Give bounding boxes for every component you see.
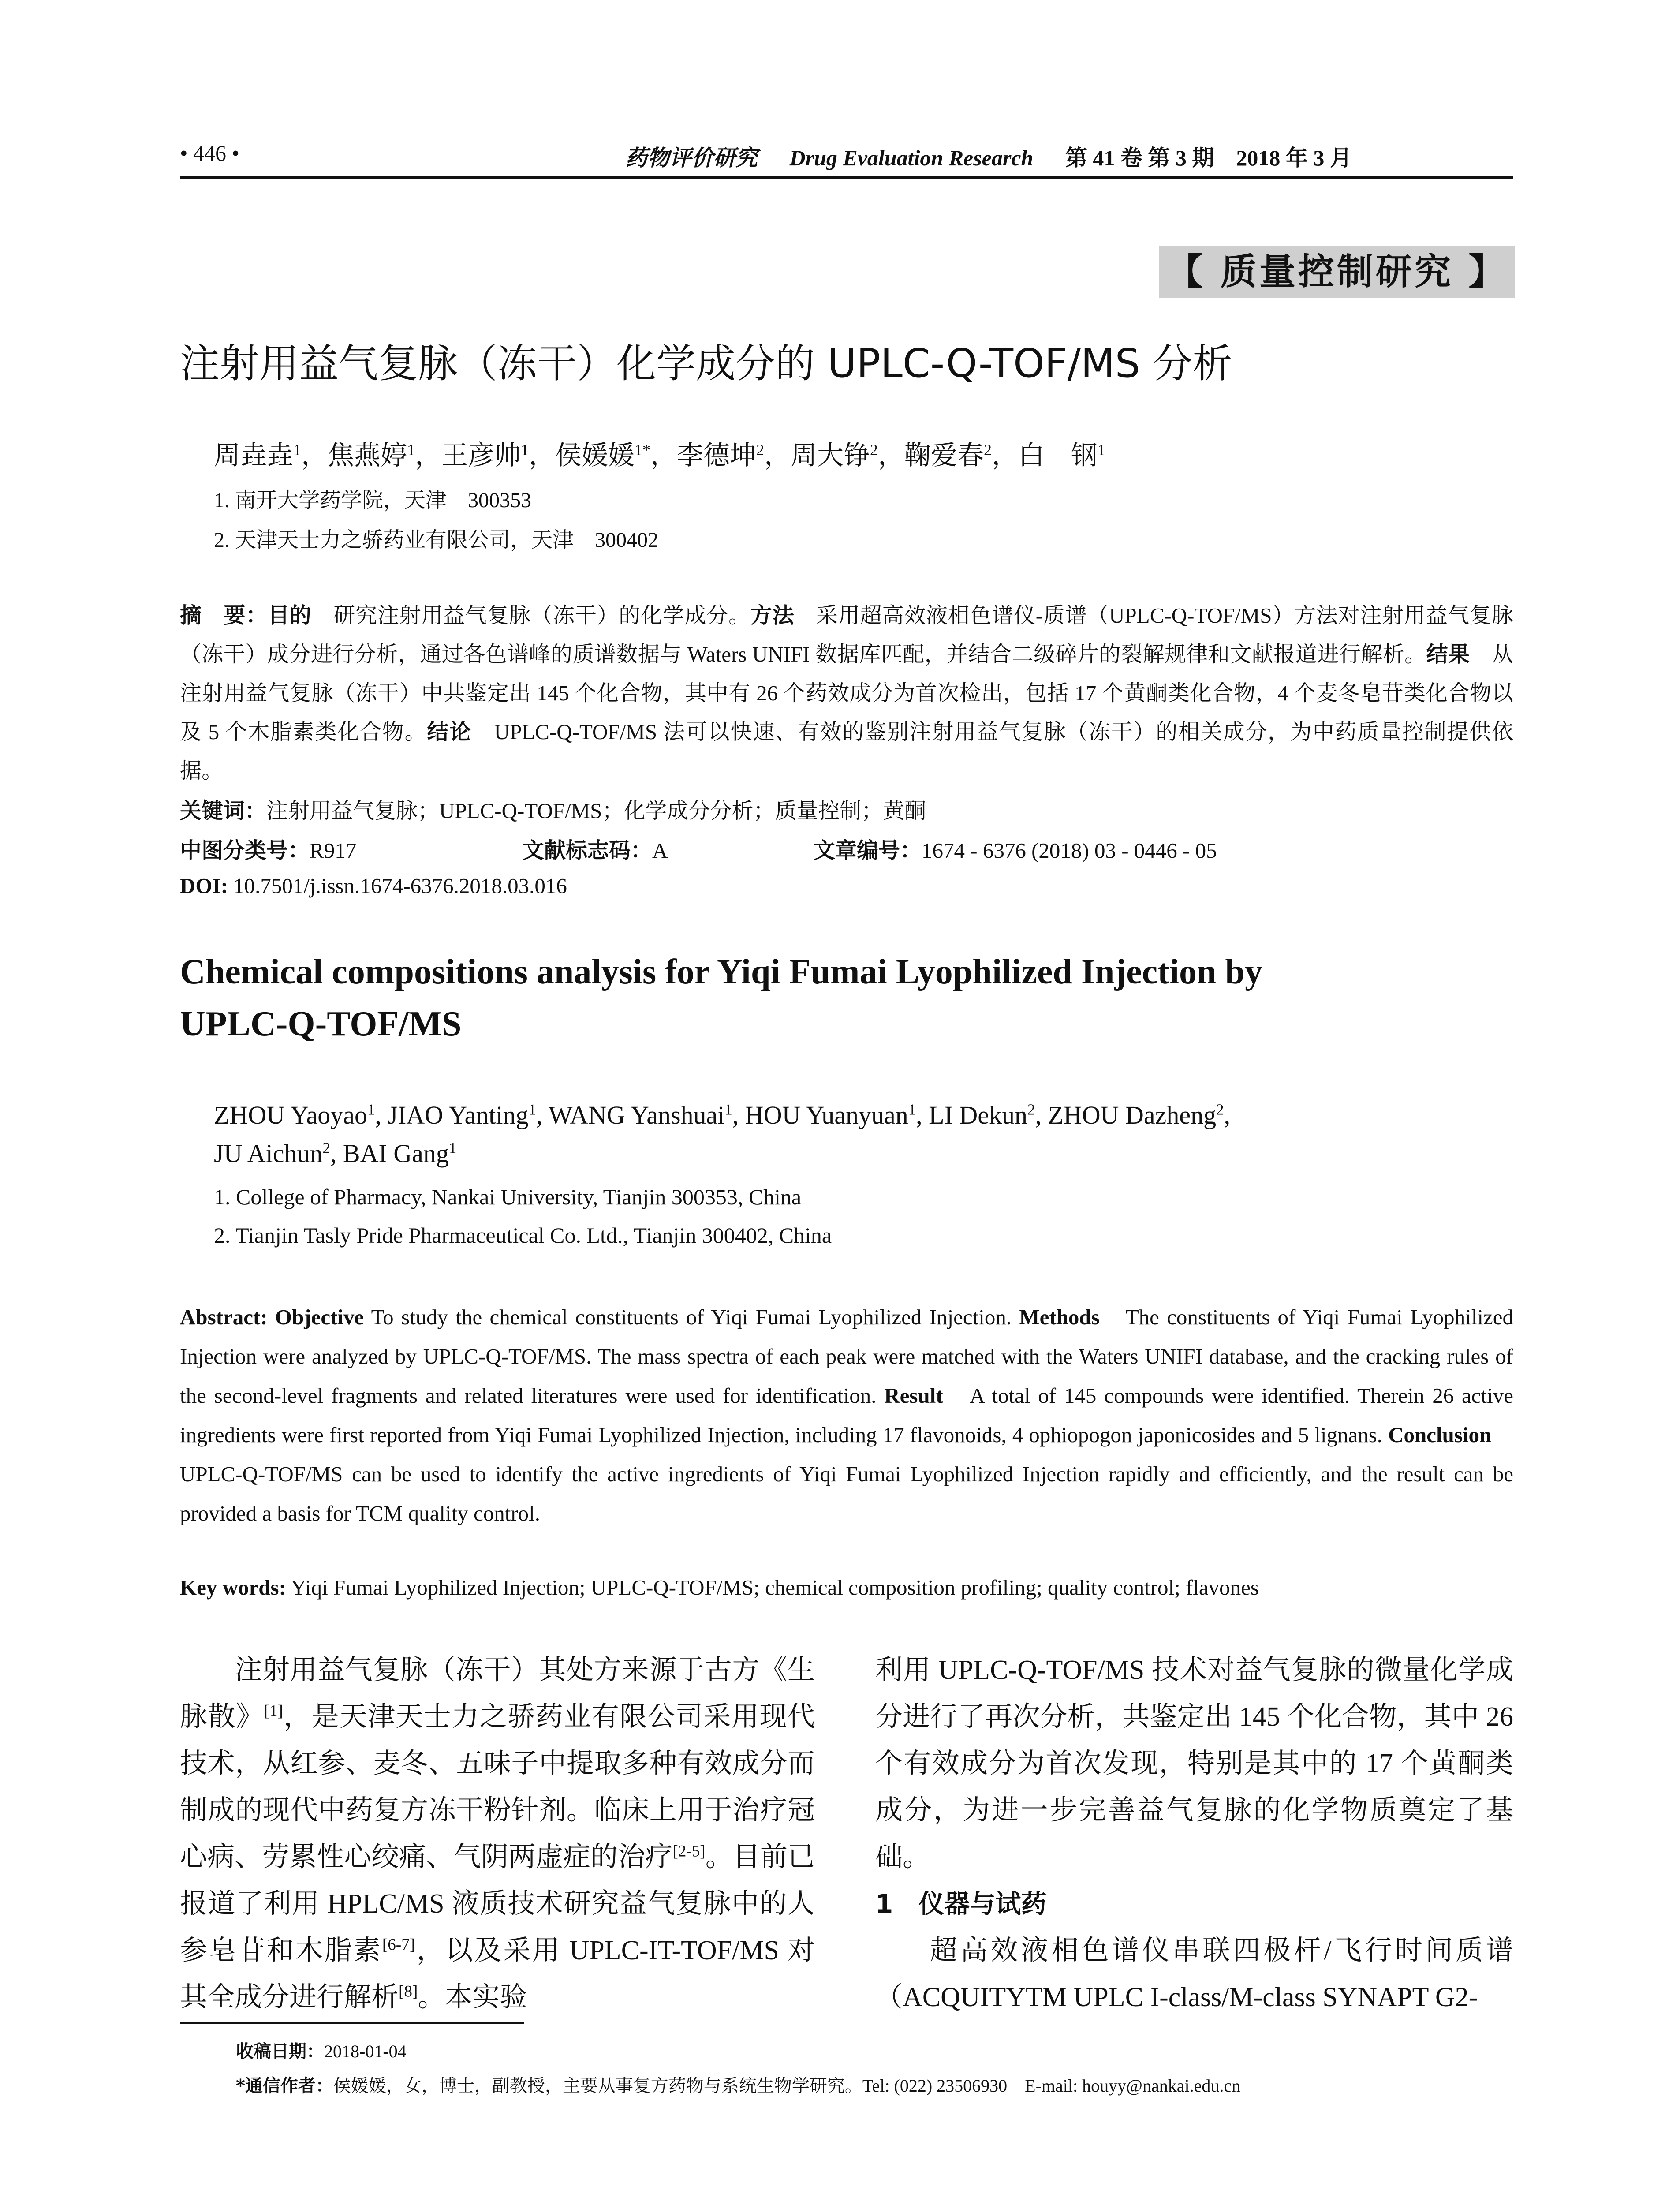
journal-name-en: Drug Evaluation Research	[789, 146, 1034, 170]
author-en: ZHOU Yaoyao$^1$,	[214, 1101, 388, 1129]
clc-number	[180, 833, 356, 864]
affiliation-cn-1: 1. 南开大学药学院，天津 300353	[214, 489, 532, 512]
received-label: 收稿日期：	[236, 2041, 324, 2062]
clc-value: R917	[310, 838, 357, 863]
authors-en-line-1	[214, 1100, 1230, 1130]
running-header	[180, 140, 1513, 181]
abstract-en-label: Abstract:	[180, 1305, 268, 1329]
document-code-label: 文献标志码：	[523, 838, 653, 863]
author-cn: 周大铮$^2$，	[791, 441, 904, 470]
keywords-cn	[180, 794, 926, 825]
footnote-rule	[180, 2022, 524, 2024]
category-banner: 【 质量控制研究 】	[1159, 246, 1515, 298]
results-text: 从注射用益气复脉（冻干）中共鉴定出 145 个化合物，其中有 26 个药效成分为首次检出，包括 17 个黄酮类化合物，4 个麦冬皂苷类化合物以及 5 个木脂素类化合物。	[180, 642, 1513, 744]
page-number: • 446 •	[180, 141, 240, 165]
affiliation-en-1: 1. College of Pharmacy, Nankai University, Tianjin 300353, China	[214, 1185, 802, 1209]
title-cn: 注射用益气复脉（冻干）化学成分的 UPLC-Q-TOF/MS 分析	[180, 340, 1232, 387]
doi-value: 10.7501/j.issn.1674-6376.2018.03.016	[228, 874, 567, 898]
body-column-right	[875, 1647, 1513, 2021]
author-en: BAI Gang$^1$	[343, 1139, 457, 1168]
objective-en-text: To study the chemical constituents of Yiqi Fumai Lyophilized Injection.	[364, 1305, 1012, 1329]
body-column-left	[180, 1647, 815, 2021]
keywords-en	[180, 1568, 1513, 1607]
abstract-label: 摘 要：	[180, 603, 268, 628]
article-number-label: 文章编号：	[814, 838, 922, 863]
conclusion-text: UPLC-Q-TOF/MS 法可以快速、有效的鉴别注射用益气复脉（冻干）的相关成分，为中药质量控制提供依据。	[180, 720, 1513, 783]
conclusion-en-label: Conclusion	[1388, 1423, 1492, 1447]
received-value: 2018-01-04	[324, 2041, 407, 2061]
document-code	[523, 833, 668, 864]
author-en: HOU Yuanyuan$^1$,	[745, 1101, 929, 1129]
author-cn: 侯媛媛$^{1*}$，	[555, 441, 677, 470]
journal-name-cn: 药物评价研究	[625, 146, 758, 170]
abstract-cn	[180, 596, 1513, 790]
methods-text: 采用超高效液相色谱仪-质谱（UPLC-Q-TOF/MS）方法对注射用益气复脉（冻干）成分进行分析，通过各色谱峰的质谱数据与 Waters UNIFI 数据库匹配，并结合二级碎片的裂解规律和文献报道进行解析。	[180, 603, 1513, 666]
journal-issue: 第 41 卷 第 3 期 2018 年 3 月	[1065, 146, 1352, 170]
author-cn: 白 钢$^1$	[1018, 441, 1105, 470]
corresponding-label: *通信作者：	[236, 2076, 333, 2096]
keywords-en-label: Key words:	[180, 1575, 286, 1600]
header-rule	[180, 176, 1513, 179]
article-number-value: 1674 - 6376 (2018) 03 - 0446 - 05	[922, 838, 1217, 863]
document-code-value: A	[652, 838, 668, 863]
journal-info	[625, 140, 1352, 172]
methods-en-text: The constituents of Yiqi Fumai Lyophilized Injection were analyzed by UPLC-Q-TOF/MS. The mass spectra of each peak were matched with the Waters UNIFI database, and the cracking rules of the second-level fragments and related literatures were used for identification.	[180, 1305, 1514, 1408]
affiliation-cn-2: 2. 天津天士力之骄药业有限公司，天津 300402	[214, 528, 659, 552]
methods-label: 方法	[750, 603, 795, 628]
citation: [2-5]	[672, 1842, 706, 1861]
clc-label: 中图分类号：	[180, 838, 310, 863]
keywords-cn-text: 注射用益气复脉；UPLC-Q-TOF/MS；化学成分分析；质量控制；黄酮	[266, 799, 926, 823]
author-cn: 王彦帅$^1$，	[441, 441, 555, 470]
author-cn: 焦燕婷$^1$，	[328, 441, 441, 470]
result-en-text: A total of 145 compounds were identified. Therein 26 active ingredients were first reported from Yiqi Fumai Lyophilized Injection, including 17 flavonoids, 4 ophiopogon japonicosides and 5 lignans.	[180, 1383, 1513, 1447]
authors-cn	[214, 434, 1105, 472]
title-en-line-2: UPLC-Q-TOF/MS	[180, 1005, 462, 1043]
results-label: 结果	[1426, 642, 1470, 667]
objective-label: 目的	[268, 603, 312, 628]
author-cn: 周垚垚$^1$，	[214, 441, 328, 470]
objective-en-label: Objective	[275, 1305, 364, 1329]
author-en: JU Aichun$^2$,	[214, 1139, 343, 1168]
received-date	[236, 2037, 407, 2063]
article-number	[814, 833, 1217, 864]
title-en-line-1: Chemical compositions analysis for Yiqi Fumai Lyophilized Injection by	[180, 953, 1263, 991]
author-en: ZHOU Dazheng$^2$,	[1048, 1101, 1231, 1129]
affiliation-en-2: 2. Tianjin Tasly Pride Pharmaceutical Co. Ltd., Tianjin 300402, China	[214, 1223, 832, 1248]
keywords-cn-label: 关键词：	[180, 798, 267, 823]
citation: [6-7]	[382, 1936, 415, 1954]
conclusion-label: 结论	[427, 719, 472, 744]
abstract-en	[180, 1297, 1513, 1533]
author-cn: 李德坤$^2$，	[677, 441, 791, 470]
methods-en-label: Methods	[1019, 1305, 1100, 1329]
result-en-label: Result	[884, 1383, 943, 1408]
doi	[180, 873, 567, 898]
corresponding-value: 侯媛媛，女，博士，副教授，主要从事复方药物与系统生物学研究。Tel: (022) 23506930 E-mail: houyy@nankai.edu.cn	[333, 2076, 1241, 2096]
section-heading: 1 仪器与试药	[875, 1889, 1047, 1919]
citation: [8]	[399, 1982, 418, 2001]
title-en	[180, 946, 1513, 1050]
keywords-en-text: Yiqi Fumai Lyophilized Injection; UPLC-Q-TOF/MS; chemical composition profiling; quality control; flavones	[286, 1575, 1259, 1600]
author-en: WANG Yanshuai$^1$,	[548, 1101, 745, 1129]
author-en: JIAO Yanting$^1$,	[388, 1101, 549, 1129]
author-en: LI Dekun$^2$,	[929, 1101, 1048, 1129]
conclusion-en-text: UPLC-Q-TOF/MS can be used to identify the active ingredients of Yiqi Fumai Lyophilized Injection rapidly and efficiently, and the result can be provided a basis for TCM quality control.	[180, 1423, 1513, 1525]
author-cn: 鞠爱春$^2$，	[904, 441, 1018, 470]
intro-paragraph: 注射用益气复脉（冻干）其处方来源于古方《生脉散》[1]，是天津天士力之骄药业有限公司采用现代技术，从红参、麦冬、五味子中提取多种有效成分而制成的现代中药复方冻干粉针剂。临床上用于治疗冠心病、劳累性心绞痛、气阴两虚症的治疗[2-5]。目前已报道了利用 HPLC/MS 液质技术研究益气复脉中的人参皂苷和木脂素[6-7]，以及采用 UPLC-IT-TOF/MS 对其全成分进行解析[8]。本实验	[180, 1655, 815, 2012]
citation: [1]	[264, 1702, 283, 1720]
intro-paragraph-continued: 利用 UPLC-Q-TOF/MS 技术对益气复脉的微量化学成分进行了再次分析，共鉴定出 145 个化合物，其中 26 个有效成分为首次发现，特别是其中的 17 个黄酮类成分，为进一步完善益气复脉的化学物质奠定了基础。	[875, 1655, 1513, 1872]
authors-en-line-2	[214, 1139, 456, 1168]
corresponding-author	[236, 2072, 1240, 2097]
instruments-paragraph: 超高效液相色谱仪串联四极杆/飞行时间质谱（ACQUITYTM UPLC I-class/M-class SYNAPT G2-	[875, 1936, 1513, 2012]
doi-label: DOI:	[180, 874, 228, 898]
objective-text: 研究注射用益气复脉（冻干）的化学成分。	[311, 603, 750, 628]
